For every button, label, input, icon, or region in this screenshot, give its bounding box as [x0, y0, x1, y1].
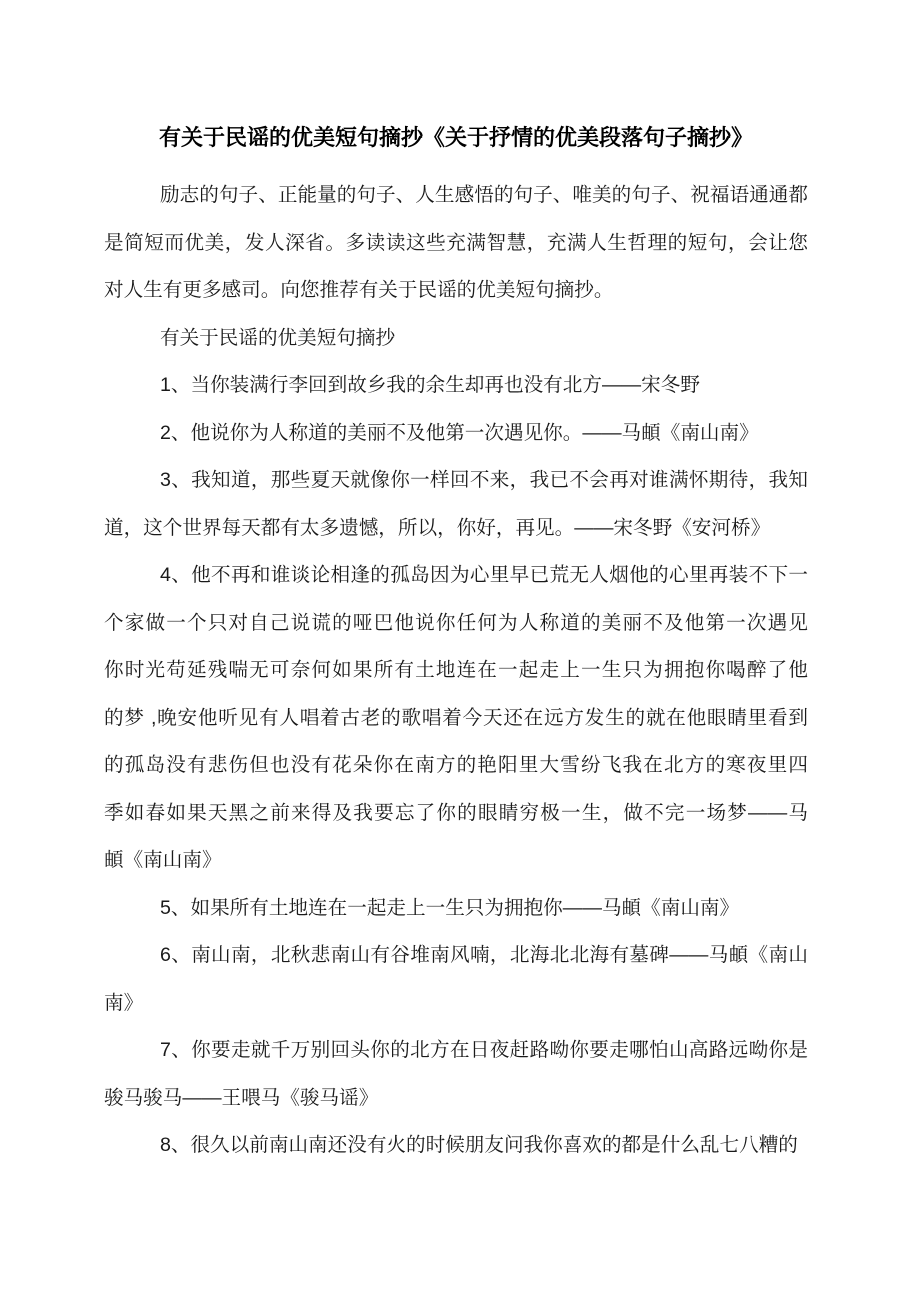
text-line: 5、如果所有土地连在一起走上一生只为拥抱你——马頔《南山南》 [160, 896, 740, 919]
text-line: 对人生有更多感司。向您推荐有关于民谣的优美短句摘抄。 [104, 279, 614, 301]
text-line: 的梦 ,晚安他听见有人唱着古老的歌唱着今天还在远方发生的就在他眼睛里看到 [104, 706, 808, 729]
text-line: 6、南山南，北秋悲南山有谷堆南风喃，北海北北海有墓碑——马頔《南山 [160, 944, 808, 966]
text-line: 8、很久以前南山南还没有火的时候朋友问我你喜欢的都是什么乱七八糟的 [160, 1134, 798, 1156]
document-body [104, 172, 808, 1170]
document-title: 有关于民谣的优美短句摘抄《关于抒情的优美段落句子摘抄》 [158, 125, 753, 150]
text-line: 的孤岛没有悲伤但也没有花朵你在南方的艳阳里大雪纷飞我在北方的寒夜里四 [104, 754, 808, 776]
quote-4 [104, 552, 808, 885]
text-line: 2、他说你为人称道的美丽不及他第一次遇见你。——马頔《南山南》 [160, 421, 759, 444]
text-line: 7、你要走就千万别回头你的北方在日夜赶路呦你要走哪怕山高路远呦你是 [160, 1039, 808, 1061]
text-line: 3、我知道，那些夏天就像你一样回不来，我已不会再对谁满怀期待，我知 [160, 469, 808, 491]
section-heading [104, 315, 808, 363]
quote-1 [104, 362, 808, 410]
quote-3 [104, 457, 808, 552]
text-line: 南》 [104, 991, 144, 1014]
text-line: 有关于民谣的优美短句摘抄 [160, 326, 396, 349]
text-line: 季如春如果天黑之前来得及我要忘了你的眼睛穷极一生，做不完一场梦——马 [104, 801, 808, 824]
text-line: 4、他不再和谁谈论相逢的孤岛因为心里早已荒无人烟他的心里再装不下一 [160, 564, 808, 586]
text-line: 1、当你装满行李回到故乡我的余生却再也没有北方——宋冬野 [160, 374, 700, 396]
intro-paragraph [104, 172, 808, 315]
quote-8 [104, 1122, 808, 1170]
text-line: 骏马骏马——王喂马《骏马谣》 [104, 1086, 379, 1109]
text-line: 道，这个世界每天都有太多遗憾，所以，你好，再见。——宋冬野《安河桥》 [104, 516, 771, 539]
quote-6 [104, 932, 808, 1027]
quote-5 [104, 885, 808, 933]
text-line: 励志的句子、正能量的句子、人生感悟的句子、唯美的句子、祝福语通通都 [160, 184, 808, 206]
quote-2 [104, 410, 808, 458]
quote-7 [104, 1027, 808, 1122]
text-line: 个家做一个只对自己说谎的哑巴他说你任何为人称道的美丽不及他第一次遇见 [104, 611, 808, 634]
text-line: 是简短而优美，发人深省。多读读这些充满智慧，充满人生哲理的短句，会让您 [104, 231, 808, 254]
text-line: 你时光苟延残喘无可奈何如果所有土地连在一起走上一生只为拥抱你喝醉了他 [104, 659, 808, 681]
text-line: 頔《南山南》 [104, 849, 222, 871]
